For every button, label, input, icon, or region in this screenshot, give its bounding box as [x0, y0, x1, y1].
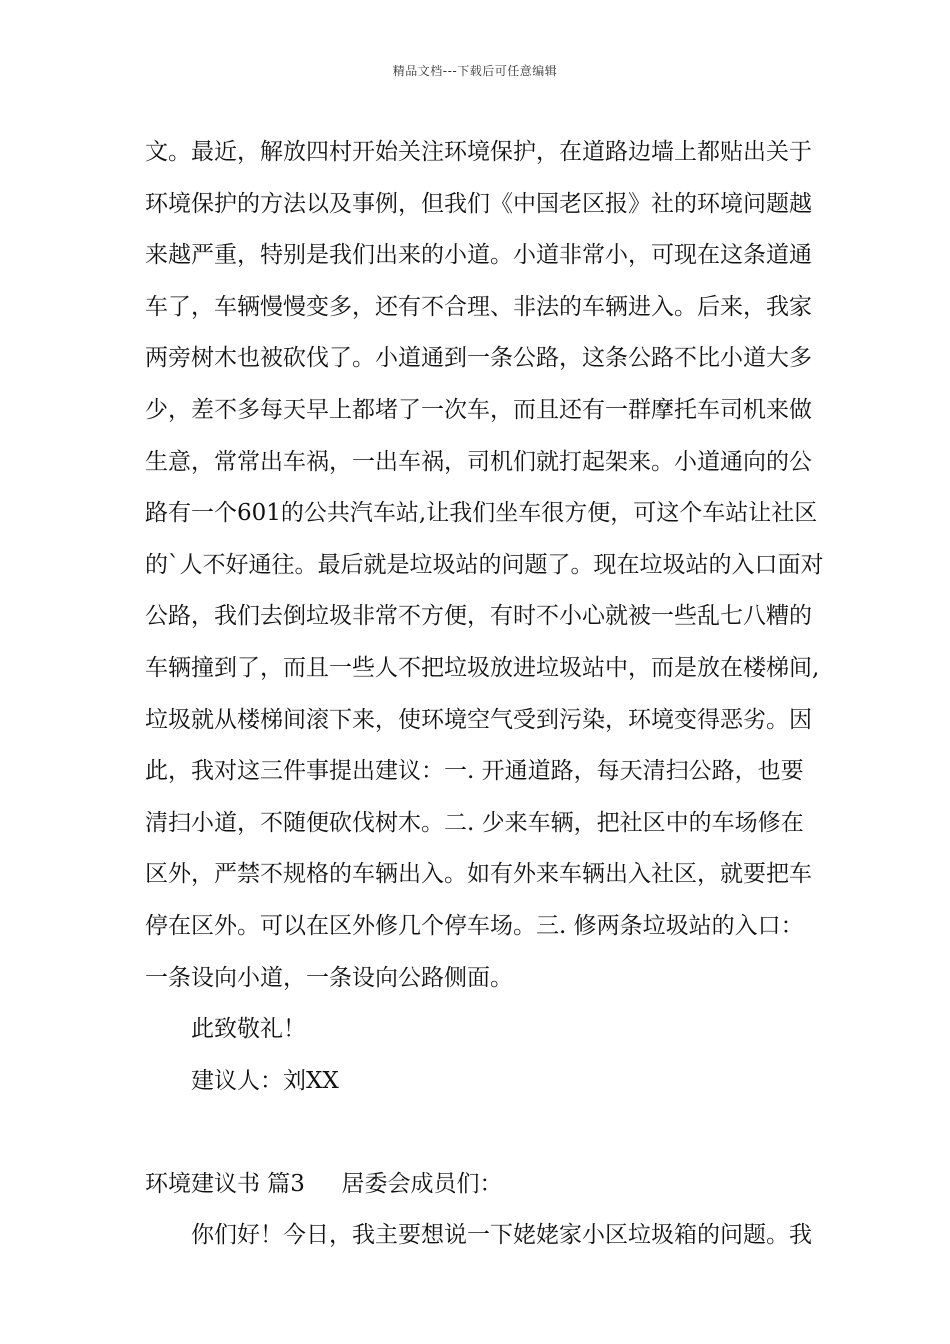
- paragraph-line: 少，差不多每天早上都堵了一次车，而且还有一群摩托车司机来做: [145, 396, 812, 423]
- paragraph-line: 的`人不好通往。最后就是垃圾站的问题了。现在垃圾站的入口面对: [145, 551, 824, 578]
- paragraph-line: 两旁树木也被砍伐了。小道通到一条公路，这条公路不比小道大多: [145, 345, 812, 372]
- paragraph-line: 一条设向小道，一条设向公路侧面。: [145, 964, 513, 991]
- blank-line: [145, 1111, 825, 1163]
- closing-salutation: 此致敬礼！: [191, 1016, 306, 1043]
- paragraph-line: 车辆撞到了，而且一些人不把垃圾放进垃圾站中，而是放在楼梯间,: [145, 654, 820, 681]
- paragraph-line: 生意，常常出车祸，一出车祸，司机们就打起架来。小道通向的公: [145, 448, 812, 475]
- greeting-line: 你们好！今日，我主要想说一下姥姥家小区垃圾箱的问题。我: [191, 1222, 812, 1249]
- paragraph-line: 此，我对这三件事提出建议：一. 开通道路，每天清扫公路，也要: [145, 758, 804, 785]
- paragraph-line: 来越严重，特别是我们出来的小道。小道非常小，可现在这条道通: [145, 242, 812, 269]
- section-heading: 环境建议书 篇3 居委会成员们：: [145, 1170, 503, 1197]
- signature: 建议人：刘XX: [191, 1067, 339, 1094]
- paragraph-line: 公路，我们去倒垃圾非常不方便，有时不小心就被一些乱七八糟的: [145, 603, 812, 630]
- paragraph-line: 环境保护的方法以及事例，但我们《中国老区报》社的环境问题越: [145, 190, 812, 217]
- paragraph-line: 车了，车辆慢慢变多，还有不合理、非法的车辆进入。后来，我家: [145, 293, 812, 320]
- document-body: [145, 131, 825, 1266]
- paragraph-line: 文。最近，解放四村开始关注环境保护，在道路边墙上都贴出关于: [145, 139, 812, 165]
- paragraph-line: 区外，严禁不规格的车辆出入。如有外来车辆出入社区，就要把车: [145, 861, 812, 888]
- paragraph-line: 路有一个601的公共汽车站,让我们坐车很方便，可这个车站让社区: [145, 500, 818, 527]
- page-header: 精品文档---下载后可任意编辑: [392, 64, 558, 78]
- paragraph-line: 清扫小道，不随便砍伐树木。二. 少来车辆，把社区中的车场修在: [145, 809, 804, 836]
- paragraph-line: 垃圾就从楼梯间滚下来，使环境空气受到污染，环境变得恶劣。因: [145, 706, 812, 733]
- paragraph-line: 停在区外。可以在区外修几个停车场。三. 修两条垃圾站的入口：: [145, 912, 804, 939]
